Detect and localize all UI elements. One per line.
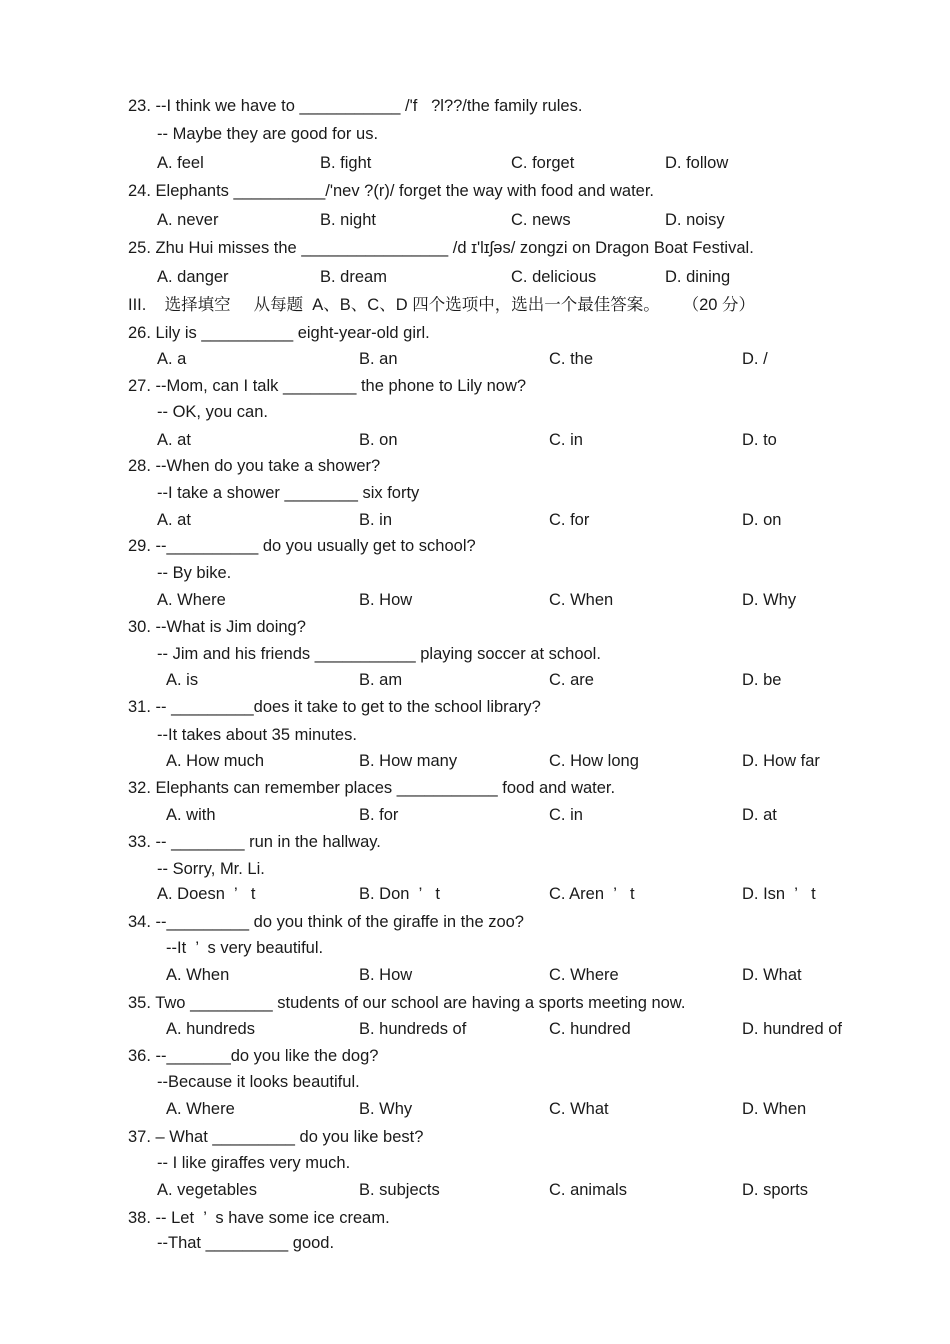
q23-option-a: A. feel <box>157 154 204 172</box>
q29-option-d: D. Why <box>742 591 797 609</box>
q27-question: 27. --Mom, can I talk ________ the phone to Lily now? <box>128 377 527 395</box>
q24-option-b: B. night <box>320 211 376 229</box>
q24-question: 24. Elephants __________/'nev ?(r)/ forget the way with food and water. <box>128 182 654 200</box>
q31-option-c: C. How long <box>549 752 639 770</box>
q30-response: -- Jim and his friends ___________ playing soccer at school. <box>157 645 601 663</box>
q27-option-a: A. at <box>157 431 191 449</box>
q33-option-b: B. Don ’ t <box>359 885 441 903</box>
q34-option-b: B. How <box>359 966 413 984</box>
q34-option-c: C. Where <box>549 966 619 984</box>
q23-option-d: D. follow <box>665 154 729 172</box>
q37-option-a: A. vegetables <box>157 1181 257 1199</box>
q31-response: --It takes about 35 minutes. <box>157 726 357 744</box>
q24-option-c: C. news <box>511 211 571 229</box>
q30-option-c: C. are <box>549 671 594 689</box>
q37-question: 37. – What _________ do you like best? <box>128 1128 424 1146</box>
q35-option-d: D. hundred of <box>742 1020 842 1038</box>
q36-response: --Because it looks beautiful. <box>157 1073 360 1091</box>
q33-question: 33. -- ________ run in the hallway. <box>128 833 381 851</box>
q25-option-b: B. dream <box>320 268 387 286</box>
q28-option-d: D. on <box>742 511 782 529</box>
section-iii-heading: III. 选择填空 从每题 A、B、C、D 四个选项中，选出一个最佳答案。 （20 分） <box>128 296 756 314</box>
q34-option-d: D. What <box>742 966 802 984</box>
q23-option-b: B. fight <box>320 154 372 172</box>
q25-option-c: C. delicious <box>511 268 597 286</box>
q27-response: -- OK, you can. <box>157 403 268 421</box>
q23-response: -- Maybe they are good for us. <box>157 125 379 143</box>
q38-question: 38. -- Let ’ s have some ice cream. <box>128 1209 390 1227</box>
q24-option-d: D. noisy <box>665 211 725 229</box>
q32-option-c: C. in <box>549 806 583 824</box>
q29-response: -- By bike. <box>157 564 232 582</box>
q26-question: 26. Lily is __________ eight-year-old girl. <box>128 324 430 342</box>
q26-option-c: C. the <box>549 350 594 368</box>
q37-option-d: D. sports <box>742 1181 809 1199</box>
q27-option-d: D. to <box>742 431 777 449</box>
q35-option-c: C. hundred <box>549 1020 631 1038</box>
q26-option-a: A. a <box>157 350 187 368</box>
q25-option-d: D. dining <box>665 268 731 286</box>
q32-option-b: B. for <box>359 806 399 824</box>
q36-option-b: B. Why <box>359 1100 413 1118</box>
q32-question: 32. Elephants can remember places ___________ food and water. <box>128 779 616 797</box>
q26-option-b: B. an <box>359 350 398 368</box>
q36-option-a: A. Where <box>166 1100 235 1118</box>
q34-option-a: A. When <box>166 966 230 984</box>
q37-option-b: B. subjects <box>359 1181 440 1199</box>
q23-option-c: C. forget <box>511 154 575 172</box>
q31-question: 31. -- _________does it take to get to the school library? <box>128 698 541 716</box>
q33-response: -- Sorry, Mr. Li. <box>157 860 265 878</box>
q26-option-d: D. / <box>742 350 768 368</box>
q33-option-c: C. Aren ’ t <box>549 885 635 903</box>
q38-response: --That _________ good. <box>157 1234 335 1252</box>
q36-option-d: D. When <box>742 1100 807 1118</box>
q36-option-c: C. What <box>549 1100 609 1118</box>
q37-response: -- I like giraffes very much. <box>157 1154 351 1172</box>
q24-option-a: A. never <box>157 211 219 229</box>
q31-option-a: A. How much <box>166 752 265 770</box>
q29-question: 29. --__________ do you usually get to school? <box>128 537 476 555</box>
q33-option-a: A. Doesn ’ t <box>157 885 256 903</box>
q37-option-c: C. animals <box>549 1181 627 1199</box>
q28-question: 28. --When do you take a shower? <box>128 457 381 475</box>
q25-option-a: A. danger <box>157 268 229 286</box>
q35-option-a: A. hundreds <box>166 1020 255 1038</box>
q28-response: --I take a shower ________ six forty <box>157 484 420 502</box>
q28-option-a: A. at <box>157 511 191 529</box>
q35-option-b: B. hundreds of <box>359 1020 467 1038</box>
q31-option-d: D. How far <box>742 752 820 770</box>
q29-option-b: B. How <box>359 591 413 609</box>
q23-question: 23. --I think we have to ___________ /'f ?l??/the family rules. <box>128 97 583 115</box>
q35-question: 35. Two _________ students of our school are having a sports meeting now. <box>128 994 686 1012</box>
q25-question: 25. Zhu Hui misses the ________________ /d ɪ'lɪʃəs/ zongzi on Dragon Boat Festival. <box>128 239 754 257</box>
q27-option-b: B. on <box>359 431 398 449</box>
q29-option-a: A. Where <box>157 591 226 609</box>
q28-option-b: B. in <box>359 511 393 529</box>
q30-question: 30. --What is Jim doing? <box>128 618 306 636</box>
q30-option-d: D. be <box>742 671 782 689</box>
q27-option-c: C. in <box>549 431 583 449</box>
q36-question: 36. --_______do you like the dog? <box>128 1047 379 1065</box>
q34-response: --It ’ s very beautiful. <box>166 939 324 957</box>
q33-option-d: D. Isn ’ t <box>742 885 816 903</box>
q32-option-a: A. with <box>166 806 216 824</box>
q32-option-d: D. at <box>742 806 777 824</box>
q29-option-c: C. When <box>549 591 614 609</box>
q30-option-b: B. am <box>359 671 403 689</box>
q31-option-b: B. How many <box>359 752 458 770</box>
q34-question: 34. --_________ do you think of the giraffe in the zoo? <box>128 913 524 931</box>
q30-option-a: A. is <box>166 671 199 689</box>
q28-option-c: C. for <box>549 511 590 529</box>
